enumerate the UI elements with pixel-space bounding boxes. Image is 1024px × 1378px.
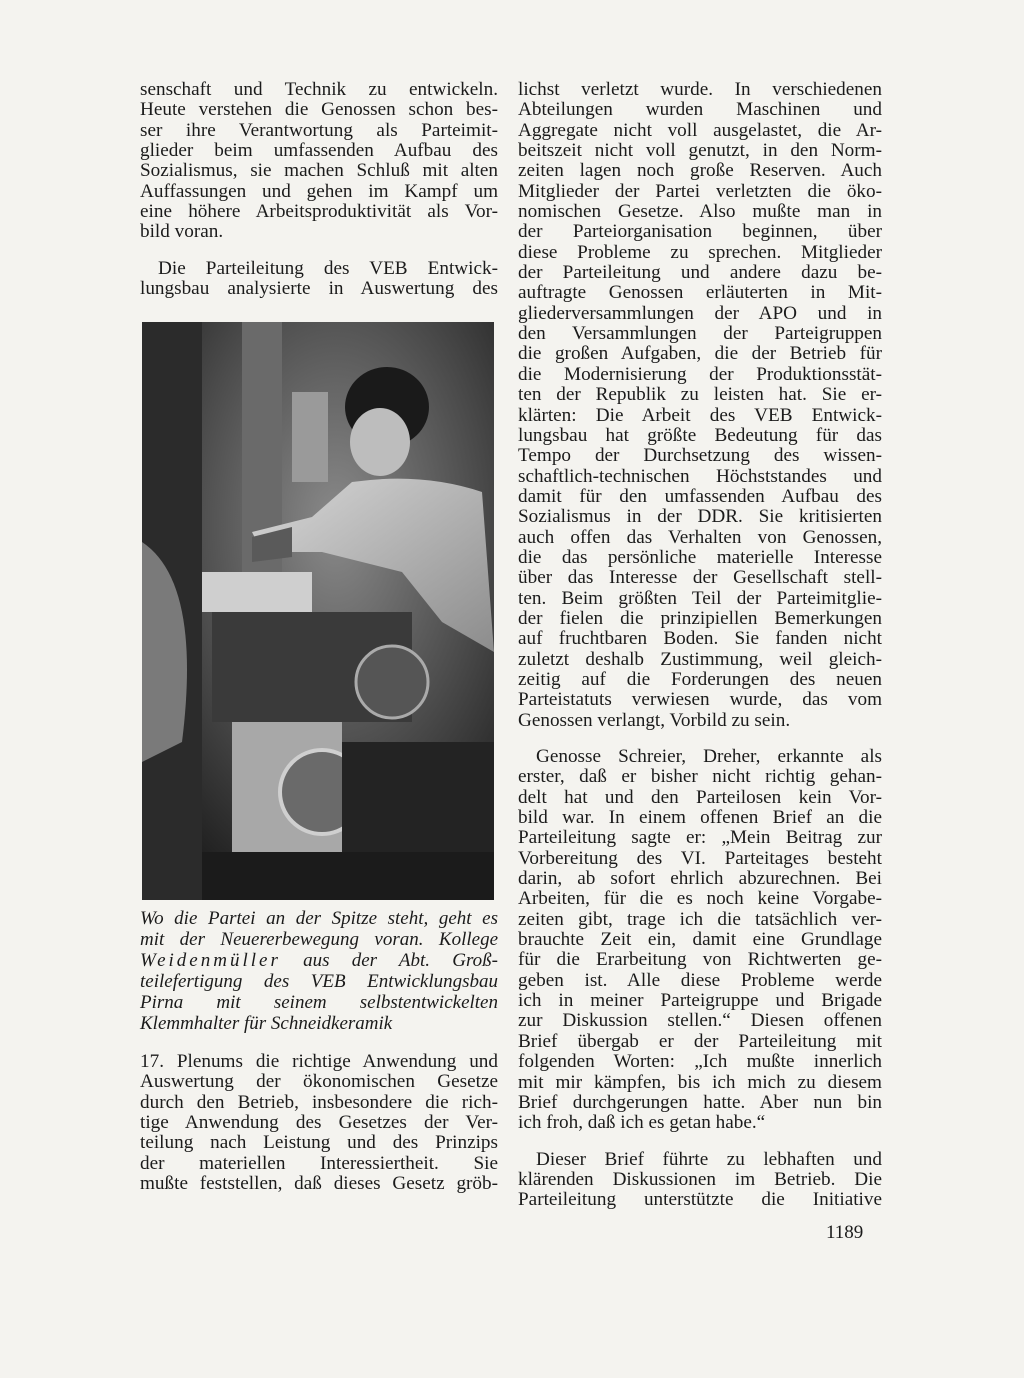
text-line: ich froh, daß ich es getan habe.“ — [518, 1112, 766, 1134]
text-line: den Versammlungen der Parteigruppen — [518, 323, 882, 345]
text-line: Tempo der Durchsetzung des wissen- — [518, 445, 882, 467]
text-line: Parteistatuts verwiesen wurde, das vom — [518, 689, 882, 711]
text-line: mit mir kämpfen, bis ich mich zu diesem — [518, 1071, 882, 1093]
text-line: die großen Aufgaben, die der Betrieb für — [518, 343, 882, 365]
caption-line-rest: aus der Abt. Groß- — [280, 950, 498, 971]
text-line: Dieser Brief führte zu lebhaften und — [536, 1148, 882, 1170]
text-line: Heute verstehen die Genossen schon bes- — [140, 99, 498, 121]
caption-line: teilefertigung des VEB Entwicklungsbau — [140, 971, 498, 992]
text-line: ten. Beim größten Teil der Parteimitglie- — [518, 587, 882, 609]
caption-line: Klemmhalter für Schneidkeramik — [140, 1013, 393, 1034]
text-line: Mitglieder der Partei verletzten die öko- — [518, 180, 882, 202]
text-line: ser ihre Verantwortung als Parteimit- — [140, 119, 498, 141]
text-line: ten der Republik zu leisten hat. Sie er- — [518, 384, 882, 406]
text-line: die Modernisierung der Produktionsstät- — [518, 363, 882, 385]
text-line: zeitig auf die Forderungen des neuen — [518, 668, 882, 690]
paragraph-right-2 — [518, 747, 882, 1134]
text-line: bild war. In einem offenen Brief an die — [518, 807, 882, 829]
text-line: lungsbau hat größte Bedeutung für das — [518, 424, 882, 446]
text-line: der Parteiorganisation beginnen, über — [518, 221, 882, 243]
text-line: tige Anwendung des Gesetzes der Ver- — [140, 1112, 498, 1134]
text-line: die das persönliche materielle Interesse — [518, 546, 882, 568]
text-line: Genosse Schreier, Dreher, erkannte als — [536, 746, 882, 767]
text-line: auftragte Genossen erläuterten in Mit- — [518, 282, 882, 304]
caption-line: Wo die Partei an der Spitze steht, geht es — [140, 908, 498, 929]
text-line: delt hat und den Parteilosen kein Vor- — [518, 786, 882, 808]
text-line: Auffassungen und gehen im Kampf um — [140, 180, 498, 202]
text-line: Sozialismus in der DDR. Sie kritisierten — [518, 506, 882, 528]
text-line: nomischen Gesetze. Also mußte man in — [518, 201, 882, 223]
text-line: Brief übergab er der Parteileitung mit — [518, 1030, 882, 1052]
text-line: erster, daß er bisher nicht richtig gehan- — [518, 766, 882, 788]
text-line: der fielen die prinzipiellen Bemerkungen — [518, 607, 882, 629]
text-line: beitszeit nicht voll genutzt, in den Norm- — [518, 140, 882, 162]
caption-line — [140, 950, 498, 971]
text-line: mußte feststellen, daß dieses Gesetz gröb- — [140, 1173, 498, 1195]
text-line: der materiellen Interessiertheit. Sie — [140, 1152, 498, 1174]
paragraph-left-1 — [140, 80, 498, 243]
left-column-bottom — [140, 1052, 498, 1210]
caption-line: Pirna mit seinem selbstentwickelten — [140, 992, 498, 1013]
text-line: durch den Betrieb, insbesondere die rich- — [140, 1091, 498, 1113]
text-line: zuletzt deshalb Zustimmung, weil gleich- — [518, 648, 882, 670]
photo-image — [142, 322, 494, 900]
photo-worker-machine — [142, 322, 494, 900]
text-line: bild voran. — [140, 221, 224, 243]
text-line: klärenden Diskussionen im Betrieb. Die — [518, 1168, 882, 1190]
paragraph-right-1 — [518, 80, 882, 731]
text-line: folgenden Worten: „Ich mußte innerlich — [518, 1051, 882, 1073]
text-line: Parteileitung sagte er: „Mein Beitrag zur — [518, 827, 882, 849]
text-line: teilung nach Leistung und des Prinzips — [140, 1132, 498, 1154]
text-line: damit für den umfassenden Aufbau des — [518, 485, 882, 507]
text-line: zur Diskussion stellen.“ Diesen offenen — [518, 1010, 882, 1032]
text-line: darin, ab sofort ehrlich abzurechnen. Bei — [518, 868, 882, 890]
text-line: Brief durchgerungen hatte. Aber nun bin — [518, 1091, 882, 1113]
right-column — [518, 80, 882, 1227]
text-line: eine höhere Arbeitsproduktivität als Vor- — [140, 201, 498, 223]
paragraph-left-3 — [140, 1052, 498, 1194]
text-line: für die Erarbeitung von Richtwerten ge- — [518, 949, 882, 971]
text-line: lichst verletzt wurde. In verschiedenen — [518, 79, 882, 100]
text-line: der Parteileitung und andere dazu be- — [518, 262, 882, 284]
text-line: auf fruchtbaren Boden. Sie fanden nicht — [518, 628, 882, 650]
page-number: 1189 — [826, 1222, 864, 1243]
left-column-top — [140, 80, 498, 315]
text-line: Sozialismus, sie machen Schluß mit alten — [140, 160, 498, 182]
text-line: Aggregate nicht voll ausgelastet, die Ar- — [518, 119, 882, 141]
photo-caption — [140, 908, 498, 1034]
text-line: Auswertung der ökonomischen Gesetze — [140, 1071, 498, 1093]
text-line: Die Parteileitung des VEB Entwick- — [158, 257, 498, 279]
text-line: über das Interesse der Gesellschaft stell- — [518, 567, 882, 589]
text-line: glieder beim umfassenden Aufbau des — [140, 140, 498, 162]
text-line: zeiten gibt, trage ich die tatsächlich ver- — [518, 908, 882, 930]
text-line: Vorbereitung des VI. Parteitages besteht — [518, 847, 882, 869]
text-line: senschaft und Technik zu entwickeln. — [140, 79, 498, 100]
paragraph-left-2 — [140, 259, 498, 300]
text-line: Arbeiten, für die es noch keine Vorgabe- — [518, 888, 882, 910]
paragraph-right-3 — [518, 1150, 882, 1211]
text-line: brauchte Zeit ein, damit eine Grundlage — [518, 929, 882, 951]
caption-person-name: Weidenmüller — [140, 950, 281, 971]
text-line: 17. Plenums die richtige Anwendung und — [140, 1051, 498, 1072]
text-line: klärten: Die Arbeit des VEB Entwick- — [518, 404, 882, 426]
text-line: Parteileitung unterstützte die Initiative — [518, 1189, 882, 1211]
text-line: auch offen das Verhalten von Genossen, — [518, 526, 882, 548]
text-line: Abteilungen wurden Maschinen und — [518, 99, 882, 121]
text-line: ich in meiner Parteigruppe und Brigade — [518, 990, 882, 1012]
text-line: Genossen verlangt, Vorbild zu sein. — [518, 709, 791, 731]
text-line: diese Probleme zu sprechen. Mitglieder — [518, 241, 882, 263]
text-line: zeiten lagen noch große Reserven. Auch — [518, 160, 882, 182]
text-line: gliederversammlungen der APO und in — [518, 302, 882, 324]
text-line: schaftlich-technischen Höchststandes und — [518, 465, 882, 487]
text-line: geben ist. Alle diese Probleme werde — [518, 969, 882, 991]
text-line: lungsbau analysierte in Auswertung des — [140, 278, 498, 300]
caption-line: mit der Neuererbewegung voran. Kollege — [140, 929, 498, 950]
